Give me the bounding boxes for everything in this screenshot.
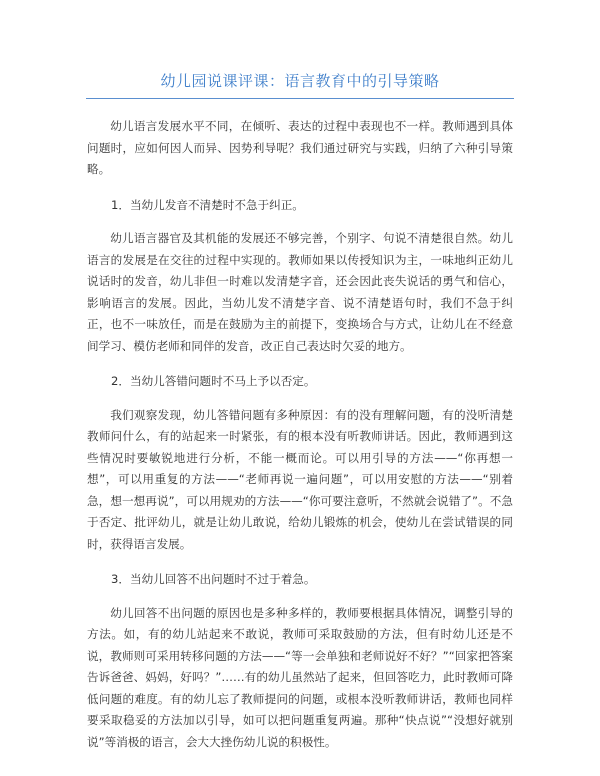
section-heading-1: 1．当幼儿发音不清楚时不急于纠正。 <box>111 197 304 212</box>
section-heading-3: 3．当幼儿回答不出问题时不过于着急。 <box>111 572 316 586</box>
title-divider <box>86 98 514 99</box>
section-body-3: 幼儿回答不出问题的原因也是多种多样的，教师要根据具体情况，调整引导的方法。如，有的幼儿站起来不敢说，教师可采取鼓励的方法，但有时幼儿还是不说，教师则可采用转移问题的方法——“等一会单独和老师说好不好？”“回家把答案告诉爸爸、妈妈，好吗？”……有的幼儿虽然站了起来，但回答吃力，此时教师可降低问题的难度。有的幼儿忘了教师提问的问题，或根本没听教师讲话，教师也同样要采取稳妥的方法加以引导，如可以把问题重复两遍。那种“快点说”“没想好就别说”等消极的语言，会大大挫伤幼儿说的积极性。 <box>87 605 513 749</box>
document-body <box>87 116 513 767</box>
document-title: 幼儿园说课评课：语言教育中的引导策略 <box>160 72 440 90</box>
intro-paragraph: 幼儿语言发展水平不同，在倾听、表达的过程中表现也不一样。教师遇到具体问题时，应如何因人而异、因势利导呢？我们通过研究与实践，归纳了六种引导策略。 <box>87 119 513 176</box>
section-body-1: 幼儿语言器官及其机能的发展还不够完善，个别字、句说不清楚很自然。幼儿语言的发展是在交往的过程中实现的。教师如果以传授知识为主，一味地纠正幼儿说话时的发音，幼儿非但一时难以发清楚字音，还会因此丧失说话的勇气和信心，影响语言的发展。因此，当幼儿发不清楚字音、说不清楚语句时，我们不急于纠正，也不一味放任，而是在鼓励为主的前提下，变换场合与方式，让幼儿在不经意间学习、模仿老师和同伴的发音，改正自己表达时欠妥的地方。 <box>87 231 513 353</box>
section-heading-2: 2．当幼儿答错问题时不马上予以否定。 <box>111 374 316 388</box>
section-body-2: 我们观察发现，幼儿答错问题有多种原因：有的没有理解问题，有的没听清楚教师问什么，有的站起来一时紧张，有的根本没有听教师讲话。因此，教师遇到这些情况时要敏锐地进行分析，不能一概而论。可以用引导的方法——“你再想一想”，可以用重复的方法——“老师再说一遍问题”，可以用安慰的方法——“别着急，想一想再说”，可以用规劝的方法——“你可要注意听，不然就会说错了”。不急于否定、批评幼儿，就是让幼儿敢说，给幼儿锻炼的机会，使幼儿在尝试错误的同时，获得语言发展。 <box>87 407 513 551</box>
